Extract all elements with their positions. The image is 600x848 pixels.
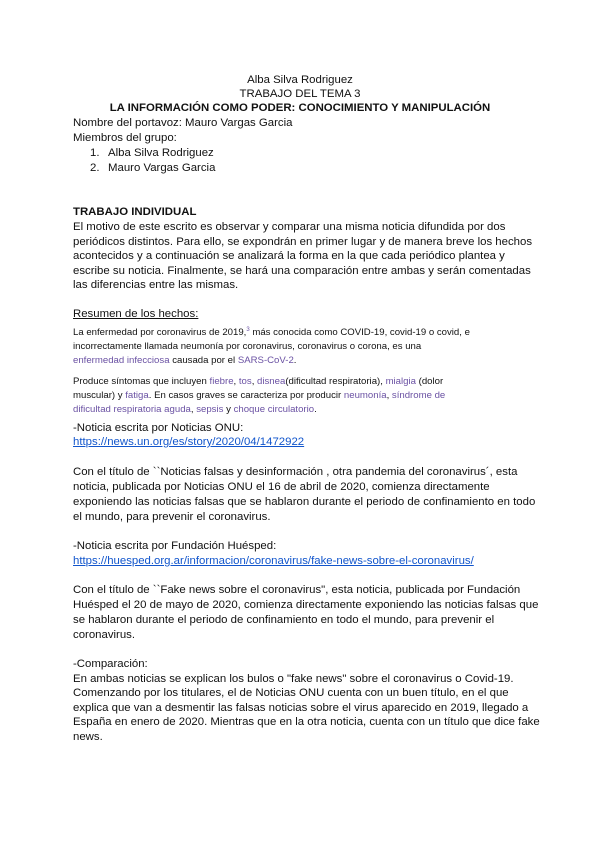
paragraph-line: news. bbox=[73, 731, 103, 743]
summary-line: incorrectamente llamada neumonía por coronavirus, coronavirus o corona, es una bbox=[73, 341, 422, 352]
paragraph-line: escribe su noticia. Finalmente, se hará una comparación entre ambas y serán comentadas bbox=[73, 265, 531, 277]
paragraph-line: acontecidos y a continuación se analizará la forma en la que cada periódico plantea y bbox=[73, 250, 505, 262]
link-sindrome[interactable]: síndrome de bbox=[391, 390, 446, 401]
summary-line bbox=[73, 375, 443, 388]
link-disnea[interactable]: disnea bbox=[257, 376, 286, 387]
paragraph-line: noticia, publicada por Noticias ONU el 16 de abril de 2020, comienza directamente bbox=[73, 481, 490, 493]
link-enfermedad-infecciosa[interactable]: enfermedad infecciosa bbox=[73, 355, 170, 366]
paragraph-line: En ambas noticias se explican los bulos o "fake news" sobre el coronavirus o Covid-19. bbox=[73, 673, 514, 685]
link-mialgia[interactable]: mialgia bbox=[385, 376, 416, 387]
section-heading-individual: TRABAJO INDIVIDUAL bbox=[73, 206, 197, 218]
huesped-link[interactable]: https://huesped.org.ar/informacion/coronavirus/fake-news-sobre-el-coronavirus/ bbox=[73, 555, 474, 567]
list-number: 1. bbox=[90, 147, 100, 159]
text: muscular) y bbox=[73, 390, 126, 401]
onu-label: -Noticia escrita por Noticias ONU: bbox=[73, 422, 244, 434]
text: más conocida como COVID-19, covid-19 o covid, e bbox=[249, 327, 470, 338]
author-name: Alba Silva Rodriguez bbox=[247, 74, 353, 86]
paragraph-line: Huésped el 20 de mayo de 2020, comienza directamente exponiendo las noticias falsas que bbox=[73, 599, 539, 611]
members-label: Miembros del grupo: bbox=[73, 132, 177, 144]
paragraph-line: exponiendo las noticias falsas que se hablaron durante el periodo de confinamiento en todo bbox=[73, 496, 536, 508]
comparison-label: -Comparación: bbox=[73, 658, 148, 670]
paragraph-line: las diferencias entre las mismas. bbox=[73, 279, 239, 291]
list-item bbox=[90, 146, 100, 160]
onu-link[interactable]: https://news.un.org/es/story/2020/04/1472922 bbox=[73, 436, 305, 448]
paragraph-line: Con el título de ``Fake news sobre el coronavirus", esta noticia, publicada por Fundación bbox=[73, 584, 521, 596]
link-sepsis[interactable]: sepsis bbox=[196, 404, 224, 415]
spokesperson: Nombre del portavoz: Mauro Vargas Garcia bbox=[73, 117, 293, 129]
paragraph-line: se hablaron durante el periodo de confinamiento en todo el mundo, para prevenir el bbox=[73, 614, 495, 626]
paragraph-line: coronavirus. bbox=[73, 629, 136, 641]
link-neumonia[interactable]: neumonía bbox=[343, 390, 387, 401]
paragraph-line: España en enero de 2020. Mientras que en la otra noticia, cuenta con un título que dice fake bbox=[73, 716, 540, 728]
text: , bbox=[386, 390, 392, 401]
text: . bbox=[293, 355, 297, 366]
summary-line bbox=[73, 354, 296, 367]
text: , bbox=[190, 404, 197, 415]
link-dificultad-respiratoria[interactable]: dificultad respiratoria aguda bbox=[73, 404, 191, 415]
text: causada por el bbox=[169, 355, 238, 366]
paragraph-line: Comenzando por los titulares, el de Noticias ONU cuenta con un buen título, en el que bbox=[73, 687, 509, 699]
text: (dificultad respiratoria), bbox=[285, 376, 386, 387]
paragraph-line: el mundo, para prevenir el coronavirus. bbox=[73, 511, 271, 523]
link-fatiga[interactable]: fatiga bbox=[125, 390, 149, 401]
list-item bbox=[90, 161, 100, 175]
text: . En casos graves se caracteriza por producir bbox=[148, 390, 344, 401]
link-fiebre[interactable]: fiebre bbox=[209, 376, 234, 387]
paragraph-line: periódicos distintos. Para ello, se expondrán en primer lugar y de manera breve los hechos bbox=[73, 236, 533, 248]
summary-heading: Resumen de los hechos: bbox=[73, 308, 199, 320]
text: , bbox=[251, 376, 258, 387]
link-sars-cov-2[interactable]: SARS-CoV-2 bbox=[237, 355, 294, 366]
text: La enfermedad por coronavirus de 2019, bbox=[73, 327, 247, 338]
paragraph-line: El motivo de este escrito es observar y comparar una misma noticia difundida por dos bbox=[73, 221, 506, 233]
member-name: Mauro Vargas Garcia bbox=[108, 162, 216, 174]
document-title: LA INFORMACIÓN COMO PODER: CONOCIMIENTO Y MANIPULACIÓN bbox=[109, 102, 491, 114]
text: . bbox=[314, 404, 317, 415]
summary-line bbox=[73, 389, 445, 402]
footnote-ref[interactable]: 3 bbox=[246, 326, 250, 333]
paragraph-line: explica que van a desmentir las falsas noticias sobre el virus aparecido en 2019, llegado a bbox=[73, 702, 529, 714]
huesped-label: -Noticia escrita por Fundación Huésped: bbox=[73, 540, 277, 552]
member-name: Alba Silva Rodriguez bbox=[108, 147, 214, 159]
text: Produce síntomas que incluyen bbox=[73, 376, 210, 387]
summary-line bbox=[73, 403, 317, 416]
text: , bbox=[233, 376, 239, 387]
assignment-label: TRABAJO DEL TEMA 3 bbox=[239, 88, 361, 100]
link-choque-circulatorio[interactable]: choque circulatorio bbox=[233, 404, 315, 415]
text: y bbox=[223, 404, 234, 415]
list-number: 2. bbox=[90, 162, 100, 174]
text: (dolor bbox=[415, 376, 444, 387]
link-tos[interactable]: tos bbox=[238, 376, 252, 387]
paragraph-line: Con el título de ``Noticias falsas y desinformación , otra pandemia del coronavirus´, esta bbox=[73, 466, 518, 478]
summary-line bbox=[73, 326, 470, 339]
